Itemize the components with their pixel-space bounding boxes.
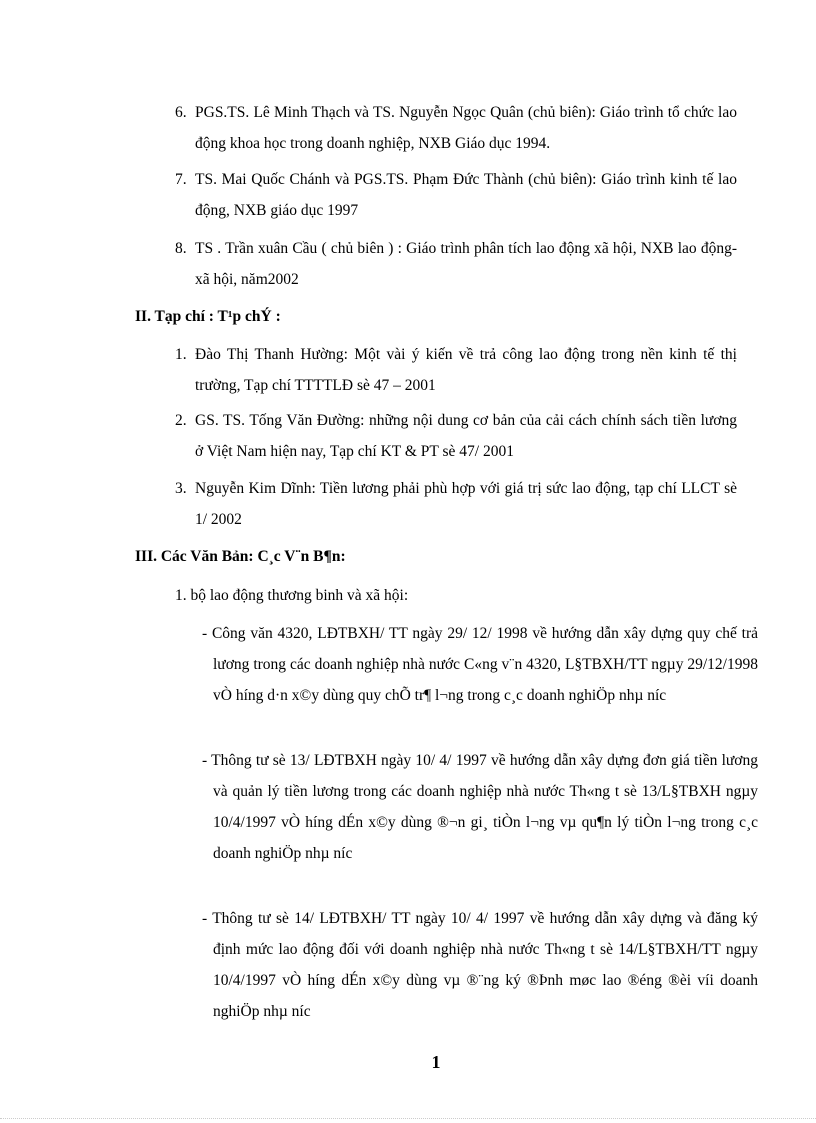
reference-number: 3. [175,480,187,497]
journal-item-2 [175,405,737,467]
reference-number: 6. [175,104,187,121]
section-heading-journals: II. Tạp chí : T¹p chÝ : [135,308,281,325]
reference-text: GS. TS. Tống Văn Đường: những nội dung cơ bản của cải cách chính sách tiền lương ở Việt Nam hiện nay, Tạp chí KT & PT sè 47/ 2001 [195,412,737,460]
reference-number: 8. [175,240,187,257]
reference-text: Nguyễn Kim Dĩnh: Tiền lương phải phù hợp với giá trị sức lao động, tạp chí LLCT sè 1/ 2002 [195,480,737,528]
reference-text: Đào Thị Thanh Hường: Một vài ý kiến về trả công lao động trong nền kinh tế thị trường, Tạp chí TTTTLĐ sè 47 – 2001 [195,346,737,394]
reference-item-7 [175,164,737,226]
reference-item-6 [175,97,737,159]
document-item-2: - Thông tư sè 13/ LĐTBXH ngày 10/ 4/ 1997 về hướng dẫn xây dựng đơn giá tiền lương và quản lý tiền lương trong các doanh nghiệp nhà nước Th«ng t sè 13/L§TBXH ngµy 10/4/1997 vÒ híng dÉn x©y dùng ®¬n gi¸ tiÒn l¬ng vµ qu¶n lý tiÒn l¬ng trong c¸c doanh nghiÖp nhµ níc [202,752,758,862]
reference-item-8 [175,233,737,295]
reference-text: TS . Trần xuân Cầu ( chủ biên ) : Giáo trình phân tích lao động xã hội, NXB lao động- xã hội, năm2002 [195,240,737,288]
reference-number: 7. [175,171,187,188]
reference-number: 1. [175,346,187,363]
document-item-3: - Thông tư sè 14/ LĐTBXH/ TT ngày 10/ 4/ 1997 về hướng dẫn xây dựng và đăng ký định mức lao động đối với doanh nghiệp nhà nước Th«ng t sè 14/L§TBXH/TT ngµy 10/4/1997 vÒ híng dÉn x©y dùng vµ ®¨ng ký ®Þnh møc lao ®éng ®èi víi doanh nghiÖp nhµ níc [202,910,758,1020]
reference-text: PGS.TS. Lê Minh Thạch và TS. Nguyễn Ngọc Quân (chủ biên): Giáo trình tổ chức lao động khoa học trong doanh nghiệp, NXB Giáo dục 1994. [195,104,737,152]
document-item-1: - Công văn 4320, LĐTBXH/ TT ngày 29/ 12/ 1998 về hướng dẫn xây dựng quy chế trả lương trong các doanh nghiệp nhà nước C«ng v¨n 4320, L§TBXH/TT ngµy 29/12/1998 vÒ híng d·n x©y dùng quy chÕ tr¶ l¬ng trong c¸c doanh nghiÖp nhµ níc [202,625,758,704]
section-heading-documents: III. Các Văn Bản: C¸c V¨n B¶n: [135,548,346,565]
reference-number: 2. [175,412,187,429]
journal-item-3 [175,473,737,535]
section-subheading: 1. bộ lao động thương binh và xã hội: [175,587,409,604]
page-bottom-divider [0,1118,816,1119]
reference-text: TS. Mai Quốc Chánh và PGS.TS. Phạm Đức Thành (chủ biên): Giáo trình kinh tế lao động, NXB giáo dục 1997 [195,171,737,219]
journal-item-1 [175,339,737,401]
page-number: 1 [431,1052,441,1072]
